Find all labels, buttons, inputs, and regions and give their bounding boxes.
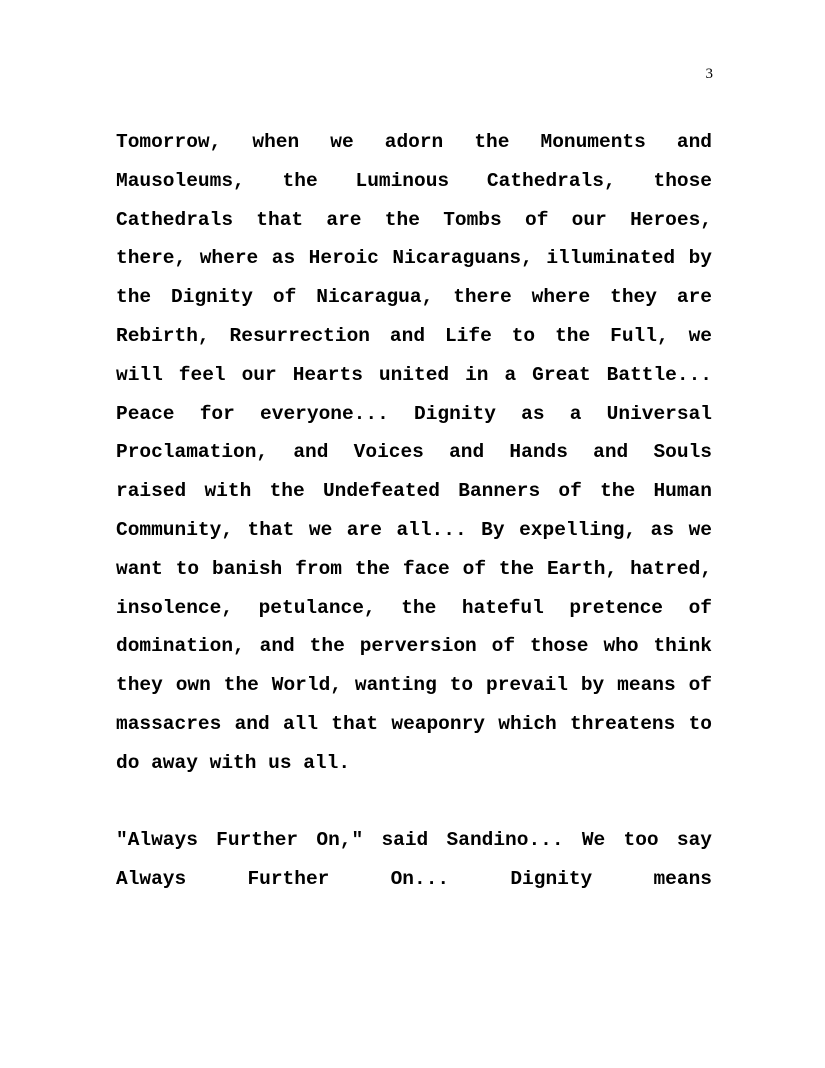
paragraph-always-further-on: "Always Further On," said Sandino... We too say Always Further On... Dignity means (116, 829, 712, 891)
document-body (116, 123, 712, 899)
page-number: 3 (705, 66, 713, 82)
paragraph-tomorrow: Tomorrow, when we adorn the Monuments and Mausoleums, the Luminous Cathedrals, those Cathedrals that are the Tombs of our Heroes, there, where as Heroic Nicaraguans, illuminated by the Dignity of Nicaragua, there where they are Rebirth, Resurrection and Life to the Full, we will feel our Hearts united in a Great Battle... Peace for everyone... Dignity as a Universal Proclamation, and Voices and Hands and Souls raised with the Undefeated Banners of the Human Community, that we are all... By expelling, as we want to banish from the face of the Earth, hatred, insolence, petulance, the hateful pretence of domination, and the perversion of those who think they own the World, wanting to prevail by means of massacres and all that weaponry which threatens to do away with us all. (116, 131, 712, 774)
